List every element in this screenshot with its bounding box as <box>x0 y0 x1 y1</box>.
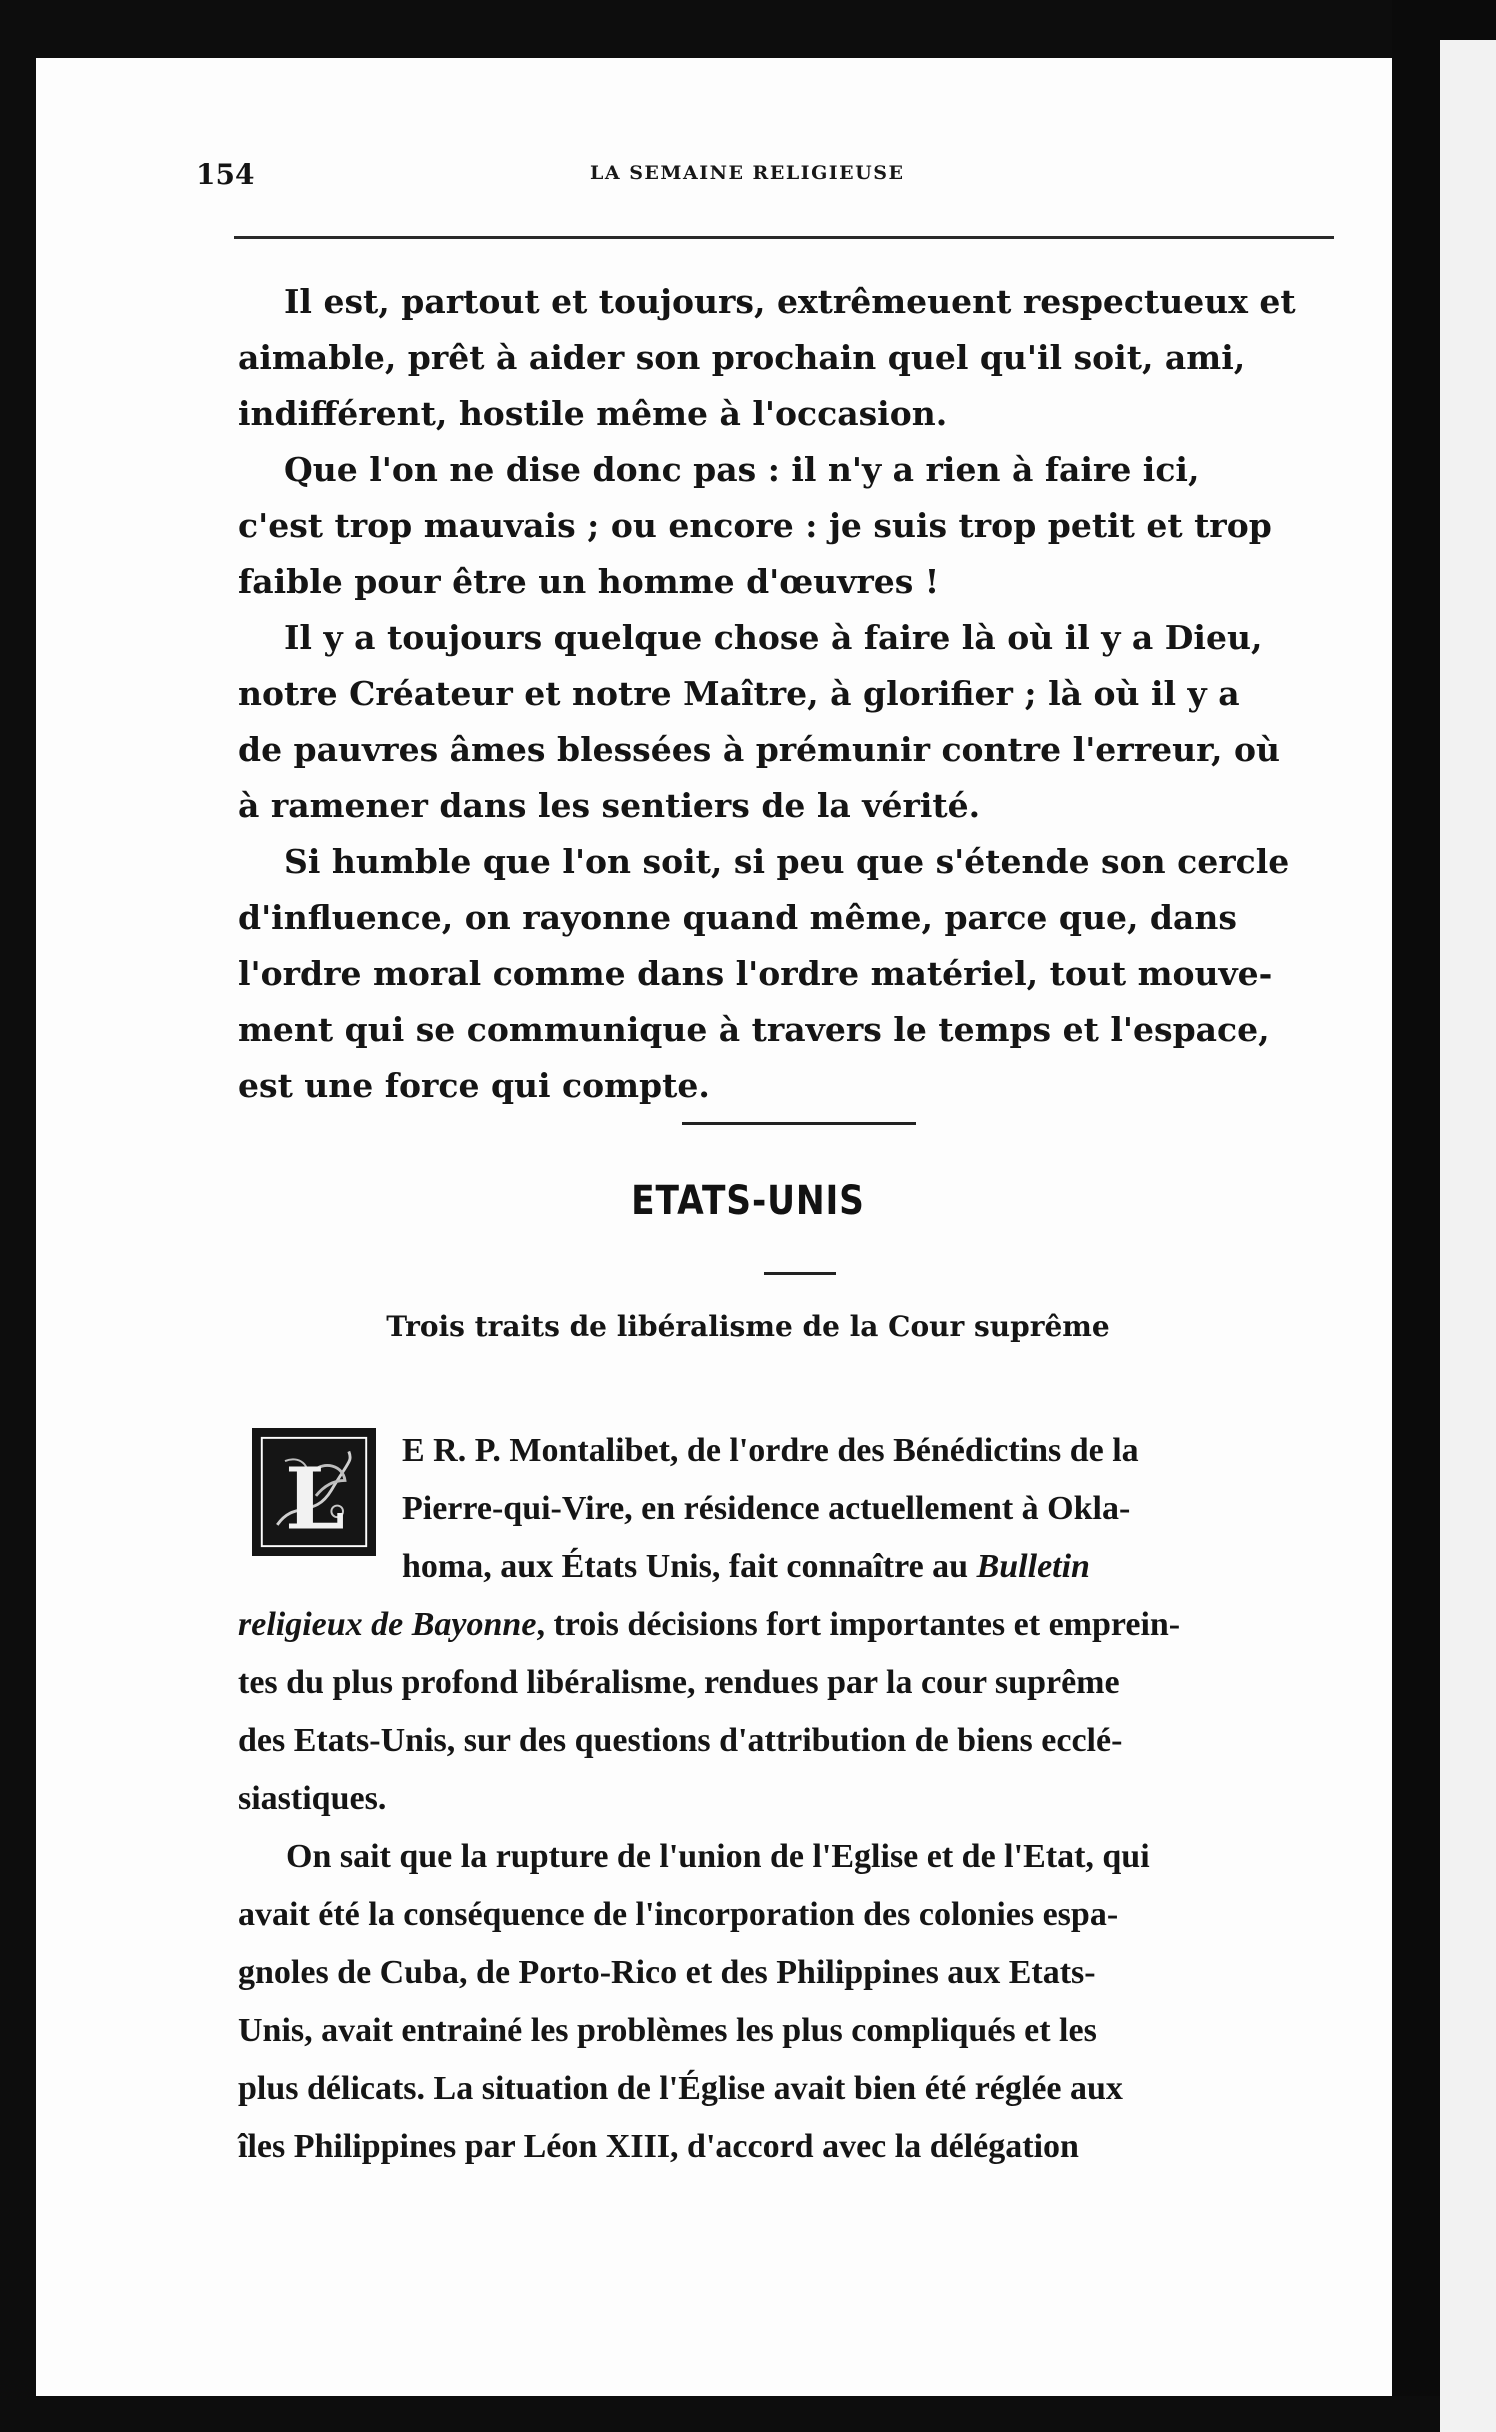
text-line: Il est, partout et toujours, extrêmeuent respectueux et <box>284 282 1296 321</box>
title-underline <box>764 1272 836 1275</box>
text-line: îles Philippines par Léon XIII, d'accord avec la délégation <box>238 2128 1079 2165</box>
text-line: des Etats-Unis, sur des questions d'attribution de biens ecclé- <box>238 1722 1123 1759</box>
running-head: LA SEMAINE RELIGIEUSE <box>590 162 905 184</box>
text-line: Si humble que l'on soit, si peu que s'étende son cercle <box>284 842 1290 881</box>
paragraph <box>238 834 1336 1114</box>
text-line: Unis, avait entrainé les problèmes les plus compliqués et les <box>238 2012 1097 2049</box>
scan-border-bottom <box>0 2396 1496 2432</box>
section-title: ETATS-UNIS <box>631 1178 865 1224</box>
text-line: notre Créateur et notre Maître, à glorifier ; là où il y a <box>238 674 1240 713</box>
section-divider <box>682 1122 916 1125</box>
text-line: On sait que la rupture de l'union de l'Eglise et de l'Etat, qui <box>286 1838 1150 1875</box>
text-line: aimable, prêt à aider son prochain quel qu'il soit, ami, <box>238 338 1246 377</box>
body-text-top <box>238 274 1336 1114</box>
text-line: E R. P. Montalibet, de l'ordre des Bénédictins de la <box>402 1432 1139 1469</box>
svg-text:L: L <box>285 1449 345 1550</box>
page-number: 154 <box>196 158 255 191</box>
scan-border-left <box>0 0 36 2432</box>
text-line: ment qui se communique à travers le temps et l'espace, <box>238 1010 1270 1049</box>
text-line: c'est trop mauvais ; ou encore : je suis trop petit et trop <box>238 506 1272 545</box>
text-line: Que l'on ne dise donc pas : il n'y a rien à faire ici, <box>284 450 1200 489</box>
text-line: Il y a toujours quelque chose à faire là où il y a Dieu, <box>284 618 1263 657</box>
text-line <box>238 1538 1336 1596</box>
paragraph <box>238 274 1336 442</box>
text-line: gnoles de Cuba, de Porto-Rico et des Philippines aux Etats- <box>238 1954 1096 1991</box>
text-line: avait été la conséquence de l'incorporation des colonies espa- <box>238 1896 1119 1933</box>
text-line: plus délicats. La situation de l'Église avait bien été réglée aux <box>238 2070 1123 2107</box>
text-segment: homa, aux États Unis, fait connaître au <box>402 1548 977 1585</box>
paragraph <box>238 610 1336 834</box>
text-line: faible pour être un homme d'œuvres ! <box>238 562 940 601</box>
text-line: est une force qui compte. <box>238 1066 710 1105</box>
section-subtitle: Trois traits de libéralisme de la Cour suprême <box>386 1310 1110 1343</box>
italic-text: Bulletin <box>976 1548 1090 1585</box>
text-line <box>238 1596 1336 1654</box>
text-line: indifférent, hostile même à l'occasion. <box>238 394 948 433</box>
text-segment: , trois décisions fort importantes et emprein- <box>536 1606 1181 1643</box>
italic-text: religieux de Bayonne <box>238 1606 537 1643</box>
text-line: à ramener dans les sentiers de la vérité. <box>238 786 981 825</box>
scan-border-top <box>0 0 1496 58</box>
text-line: de pauvres âmes blessées à prémunir contre l'erreur, où <box>238 730 1281 769</box>
text-line: Pierre-qui-Vire, en résidence actuellement à Okla- <box>402 1490 1131 1527</box>
text-line: l'ordre moral comme dans l'ordre matériel, tout mouve- <box>238 954 1273 993</box>
header-rule <box>234 236 1334 239</box>
text-line: tes du plus profond libéralisme, rendues par la cour suprême <box>238 1664 1120 1701</box>
text-line: siastiques. <box>238 1780 387 1817</box>
next-page-edge <box>1440 40 1496 2432</box>
text-line: d'influence, on rayonne quand même, parce que, dans <box>238 898 1237 937</box>
body-text-bottom <box>238 1422 1336 2176</box>
paragraph <box>238 442 1336 610</box>
